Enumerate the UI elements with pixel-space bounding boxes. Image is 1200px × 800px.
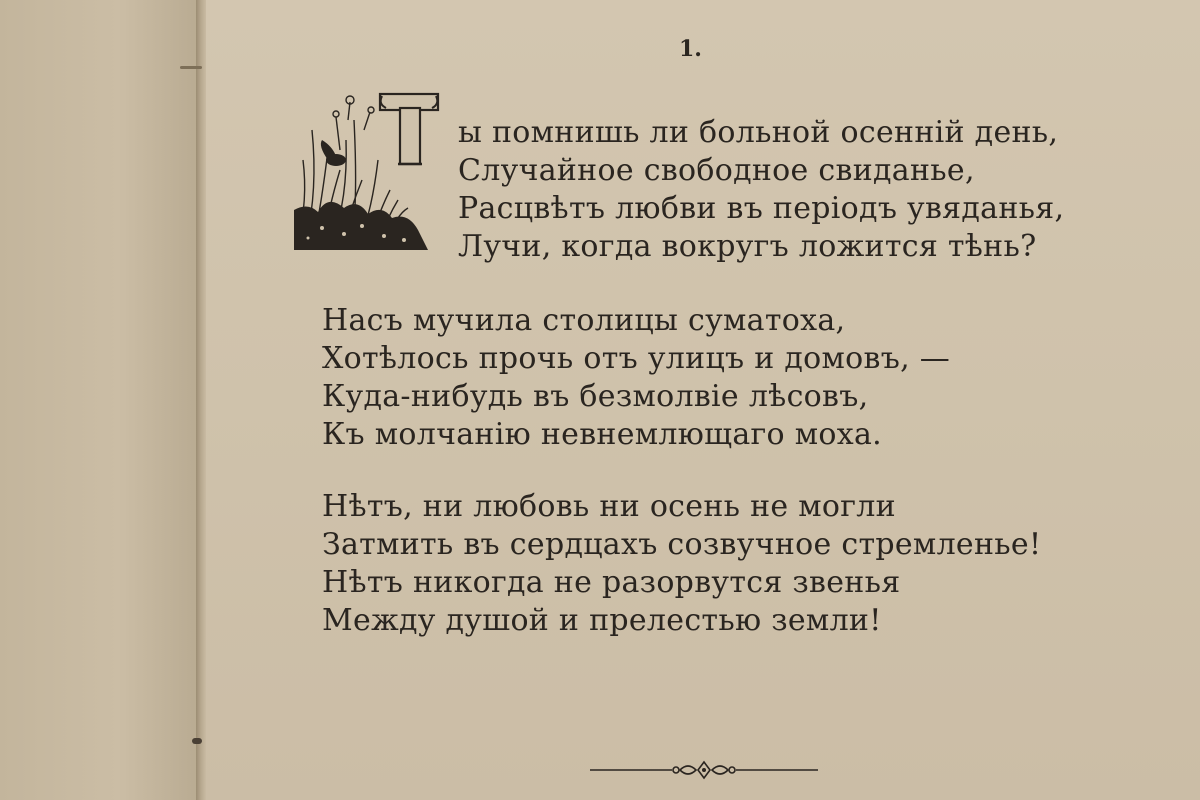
binding-stitch: [192, 738, 202, 744]
poem-line: Затмить въ сердцахъ созвучное стремленье!: [322, 527, 1042, 562]
book-gutter: [196, 0, 206, 800]
stanza-3: [322, 488, 1041, 640]
poem-line: Хотѣлось прочь отъ улицъ и домовъ, —: [322, 341, 951, 376]
binding-stitch: [180, 66, 202, 69]
poem-line: Куда-нибудь въ безмолвiе лѣсовъ,: [322, 379, 869, 414]
poem-line: Нѣтъ никогда не разорвутся звенья: [322, 565, 901, 600]
stanza-2: [322, 302, 950, 454]
poem-line: Насъ мучила столицы суматоха,: [322, 303, 846, 338]
poem-line: Между душой и прелестью земли!: [322, 603, 882, 638]
poem-line: ы помнишь ли больной осеннiй день,: [458, 115, 1059, 150]
drop-cap-ornament-icon: [288, 90, 440, 256]
poem-line: Лучи, когда вокругъ ложится тѣнь?: [458, 229, 1037, 264]
floral-divider-icon: [588, 758, 820, 782]
poem-line: Къ молчанiю невнемлющаго моха.: [322, 417, 882, 452]
stanza-1: [458, 114, 1064, 266]
page-number: 1.: [679, 36, 702, 62]
poem-line: Нѣтъ, ни любовь ни осень не могли: [322, 489, 896, 524]
poem-line: Расцвѣтъ любви въ перiодъ увяданья,: [458, 191, 1065, 226]
left-page: [0, 0, 198, 800]
poem-line: Случайное свободное свиданье,: [458, 153, 975, 188]
drop-cap-letter: Т: [288, 90, 289, 91]
